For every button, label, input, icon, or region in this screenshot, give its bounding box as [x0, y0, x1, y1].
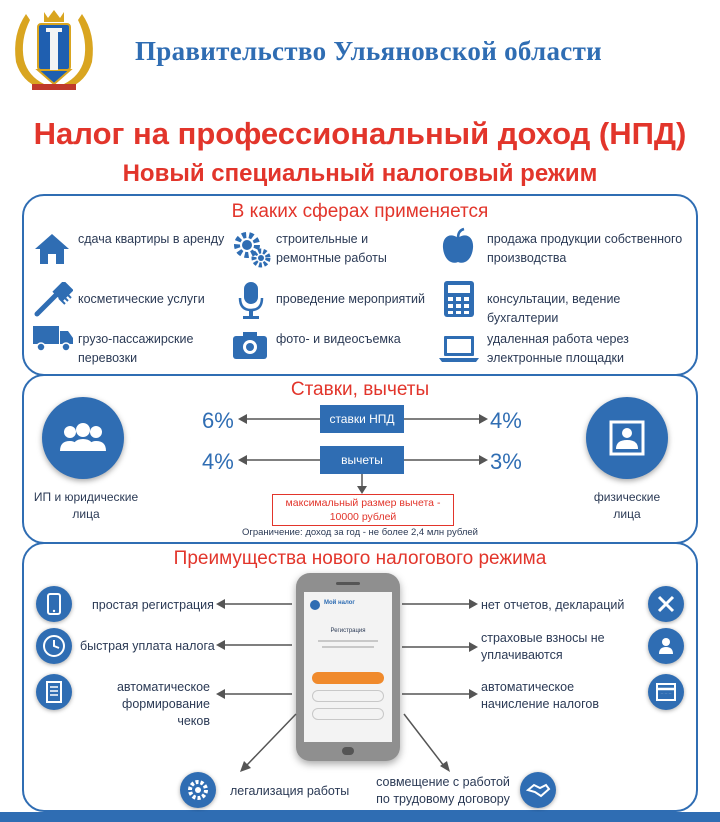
max-deduction-box: максимальный размер вычета - 10000 рублей: [272, 494, 454, 526]
sphere-label: строительные и ремонтные работы: [276, 232, 387, 265]
advantage-label: автоматическое формирование чеков: [116, 680, 210, 728]
phone-icon: [36, 586, 72, 622]
sphere-label: фото- и видеосъемка: [276, 332, 401, 346]
document-icon: [36, 674, 72, 710]
arrow-down-right-icon: [402, 712, 452, 774]
advantage-label: легализация работы: [230, 784, 350, 798]
phone-secondary-button[interactable]: [312, 690, 384, 702]
advantage-label: совмещение с работой по трудовому договору: [376, 775, 510, 806]
adv-icon-circle: [36, 586, 72, 622]
registration-heading: Регистрация: [330, 628, 366, 634]
advantages-title: Преимущества нового налогового режима: [173, 548, 547, 569]
calculator-icon: [443, 280, 475, 318]
sphere-label: продажа продукции собственного производства: [487, 232, 683, 265]
sphere-label: удаленная работа через электронные площадки: [487, 332, 629, 365]
arrow-down-icon: [357, 474, 367, 494]
clock-icon: [36, 628, 72, 664]
gear-icon: [180, 772, 216, 808]
group-icon: [42, 397, 124, 479]
arrow-left-icon: [216, 687, 292, 701]
adv-icon-circle: [36, 674, 72, 710]
sphere-label: проведение мероприятий: [276, 292, 426, 306]
phone-primary-button[interactable]: [312, 672, 384, 684]
legal-entities-badge: [42, 397, 124, 479]
truck-icon: [32, 322, 74, 352]
microphone-icon: [238, 280, 264, 320]
individuals-label: физические лица: [593, 490, 661, 521]
adv-icon-circle: [648, 586, 684, 622]
arrow-down-left-icon: [238, 712, 298, 774]
cross-icon: [648, 586, 684, 622]
apple-icon: [440, 227, 476, 267]
page-title: Налог на профессиональный доход (НПД): [33, 116, 687, 151]
arrow-left-icon: [238, 453, 322, 467]
sphere-label: грузо-пассажирские перевозки: [78, 332, 194, 365]
handshake-icon: [520, 772, 556, 808]
advantage-label: простая регистрация: [92, 598, 214, 612]
camera-icon: [232, 330, 268, 360]
house-icon: [33, 232, 71, 266]
adv-icon-circle: [520, 772, 556, 808]
rate-npd-box: ставки НПД: [320, 405, 404, 433]
portrait-icon: [586, 397, 668, 479]
deduction-left-value: 4%: [202, 449, 234, 474]
laptop-icon: [438, 334, 480, 364]
phone-screen: [304, 592, 392, 742]
deduction-box: вычеты: [320, 446, 404, 474]
phone-tertiary-button[interactable]: [312, 708, 384, 720]
spheres-title: В каких сферах применяется: [231, 201, 489, 222]
rate-left-value: 6%: [202, 408, 234, 433]
sphere-label: консультации, ведение бухгалтерии: [487, 292, 621, 325]
phone-speaker: [336, 582, 360, 585]
adv-icon-circle: [648, 674, 684, 710]
arrow-right-icon: [404, 412, 488, 426]
advantage-label: быстрая уплата налога: [80, 639, 215, 653]
gears-icon: [232, 230, 272, 268]
arrow-right-icon: [402, 597, 478, 611]
arrow-right-icon: [404, 453, 488, 467]
page-subtitle: Новый специальный налоговый режим: [122, 160, 598, 187]
income-limit: Ограничение: доход за год - не более 2,4 млн рублей: [242, 527, 478, 538]
calendar-icon: [648, 674, 684, 710]
footer-bar: [0, 812, 720, 822]
adv-icon-circle: [36, 628, 72, 664]
phone-home-button: [342, 747, 354, 755]
arrow-right-icon: [402, 687, 478, 701]
adv-icon-circle: [648, 628, 684, 664]
advantage-label: нет отчетов, деклараций: [481, 598, 625, 612]
advantage-label: страховые взносы не уплачиваются: [481, 631, 605, 662]
person-icon: [648, 628, 684, 664]
arrow-right-icon: [402, 640, 478, 654]
coat-of-arms-logo: [6, 4, 102, 94]
sphere-label: сдача квартиры в аренду: [78, 232, 225, 246]
arrow-left-icon: [216, 597, 292, 611]
arrow-left-icon: [238, 412, 322, 426]
legal-entities-label: ИП и юридические лица: [33, 490, 139, 521]
adv-icon-circle: [180, 772, 216, 808]
deduction-right-value: 3%: [490, 449, 522, 474]
arrow-left-icon: [216, 638, 292, 652]
advantage-label: автоматическое начисление налогов: [481, 680, 599, 711]
individuals-badge: [586, 397, 668, 479]
rates-title: Ставки, вычеты: [290, 379, 430, 400]
rate-right-value: 4%: [490, 408, 522, 433]
app-name: Мой налог: [324, 600, 355, 606]
sphere-label: косметические услуги: [78, 292, 205, 306]
government-title: Правительство Ульяновской области: [135, 36, 602, 66]
comb-icon: [33, 282, 73, 318]
